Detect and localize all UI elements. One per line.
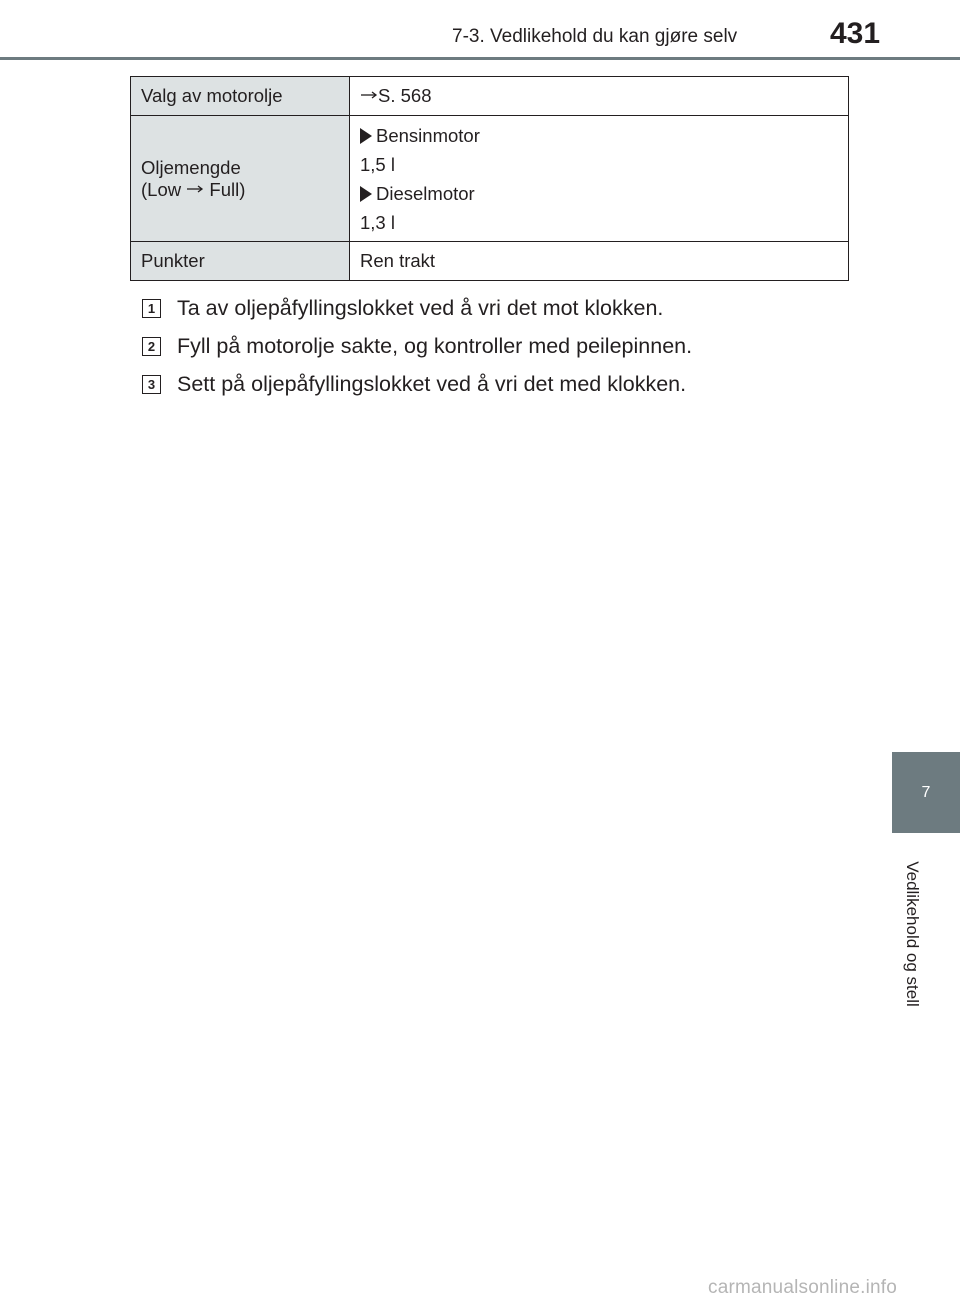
triangle-bullet-icon [360,186,372,202]
oil-amount-range [141,179,339,201]
table-row [131,242,849,281]
range-low-text: (Low [141,178,182,200]
row-value-items: Ren trakt [350,242,849,281]
row-value-oil-amount [350,116,849,242]
table-row [131,116,849,242]
step-item [142,289,692,327]
row-value-oil-choice [350,77,849,116]
engine-value-diesel: 1,3 l [360,211,395,233]
step-list [142,289,692,403]
row-label-oil-amount [131,116,350,242]
row-label-items: Punkter [131,242,350,281]
step-text: Fyll på motorolje sakte, og kontroller med peilepinnen. [177,333,693,358]
step-item [142,327,692,365]
arrow-right-icon [360,90,378,100]
step-number-badge: 1 [142,299,161,318]
engine-type-label: Bensinmotor [376,124,480,146]
triangle-bullet-icon [360,128,372,144]
engine-heading-diesel [360,179,838,208]
chapter-title-vertical: Vedlikehold og stell [903,861,922,1007]
step-text: Sett på oljepåfyllingslokket ved å vri det med klokken. [177,371,687,396]
engine-value-petrol: 1,5 l [360,153,395,175]
chapter-tab[interactable]: 7 [892,752,960,833]
spec-table [130,76,849,281]
range-full-text: Full) [209,178,246,200]
watermark-text: carmanualsonline.info [708,1277,898,1298]
oil-amount-label: Oljemengde [141,156,241,178]
header-divider [0,57,960,60]
engine-heading-petrol [360,121,838,150]
step-number-badge: 2 [142,337,161,356]
header-section-title: 7-3. Vedlikehold du kan gjøre selv [452,26,738,47]
step-text: Ta av oljepåfyllingslokket ved å vri det mot klokken. [177,295,664,320]
page-number: 431 [830,17,881,50]
step-number-badge: 3 [142,375,161,394]
table-row [131,77,849,116]
row-label-oil-choice: Valg av motorolje [131,77,350,116]
arrow-right-icon [186,184,204,194]
page-reference-link[interactable]: S. 568 [378,85,432,106]
step-item [142,365,692,403]
engine-type-label: Dieselmotor [376,182,475,204]
